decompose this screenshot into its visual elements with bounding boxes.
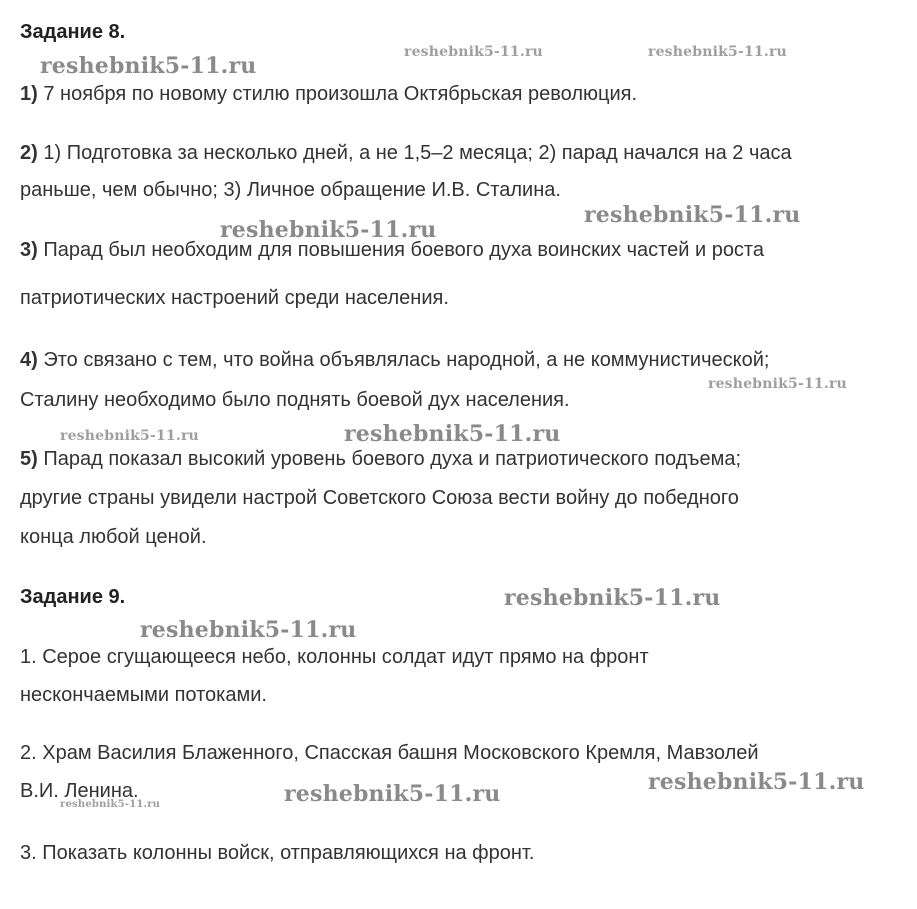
task8-answer-2 [20,141,792,165]
watermark: reshebnik5-11.ru [648,44,787,60]
task8-answer-4 [20,348,769,372]
task9-answer-1-cont: нескончаемыми потоками. [20,684,267,706]
answer-number: 4) [20,349,38,371]
watermark: reshebnik5-11.ru [140,617,357,643]
answer-text: Парад показал высокий уровень боевого духа и патриотического подъема; [43,448,742,470]
task9-answer-1: 1. Серое сгущающееся небо, колонны солдат идут прямо на фронт [20,646,649,668]
task9-title: Задание 9. [20,586,126,608]
task8-answer-2-cont: раньше, чем обычно; 3) Личное обращение И.В. Сталина. [20,179,561,201]
task9-answer-2-cont: В.И. Ленина. [20,780,139,802]
answer-number: 5) [20,448,38,470]
task9-answer-3: 3. Показать колонны войск, отправляющихся на фронт. [20,842,535,864]
task8-answer-4-cont: Сталину необходимо было поднять боевой дух населения. [20,389,570,411]
task8-title: Задание 8. [20,21,126,43]
watermark: reshebnik5-11.ru [344,421,561,447]
answer-number: 3) [20,239,38,261]
task8-answer-5 [20,447,741,471]
watermark: reshebnik5-11.ru [708,376,847,392]
watermark: reshebnik5-11.ru [284,781,501,807]
task8-answer-5-cont: другие страны увидели настрой Советского Союза вести войну до победного [20,487,739,509]
watermark: reshebnik5-11.ru [648,769,865,795]
watermark: reshebnik5-11.ru [584,202,801,228]
watermark: reshebnik5-11.ru [220,217,437,243]
watermark: reshebnik5-11.ru [504,585,721,611]
watermark: reshebnik5-11.ru [404,44,543,60]
watermark: reshebnik5-11.ru [40,53,257,79]
task8-answer-5-cont: конца любой ценой. [20,526,207,548]
answer-text: Это связано с тем, что война объявлялась народной, а не коммунистической; [43,349,770,371]
watermark: reshebnik5-11.ru [60,799,161,810]
answer-text: Парад был необходим для повышения боевого духа воинских частей и роста [43,239,764,261]
watermark: reshebnik5-11.ru [60,428,199,444]
task9-answer-2: 2. Храм Василия Блаженного, Спасская башня Московского Кремля, Мавзолей [20,742,759,764]
task8-answer-3-cont: патриотических настроений среди населения. [20,287,449,309]
task8-answer-1 [20,82,637,106]
answer-number: 2) [20,142,38,164]
answer-text: 1) Подготовка за несколько дней, а не 1,5–2 месяца; 2) парад начался на 2 часа [43,142,792,164]
answer-text: 7 ноября по новому стилю произошла Октябрьская революция. [43,83,638,105]
answer-number: 1) [20,83,38,105]
